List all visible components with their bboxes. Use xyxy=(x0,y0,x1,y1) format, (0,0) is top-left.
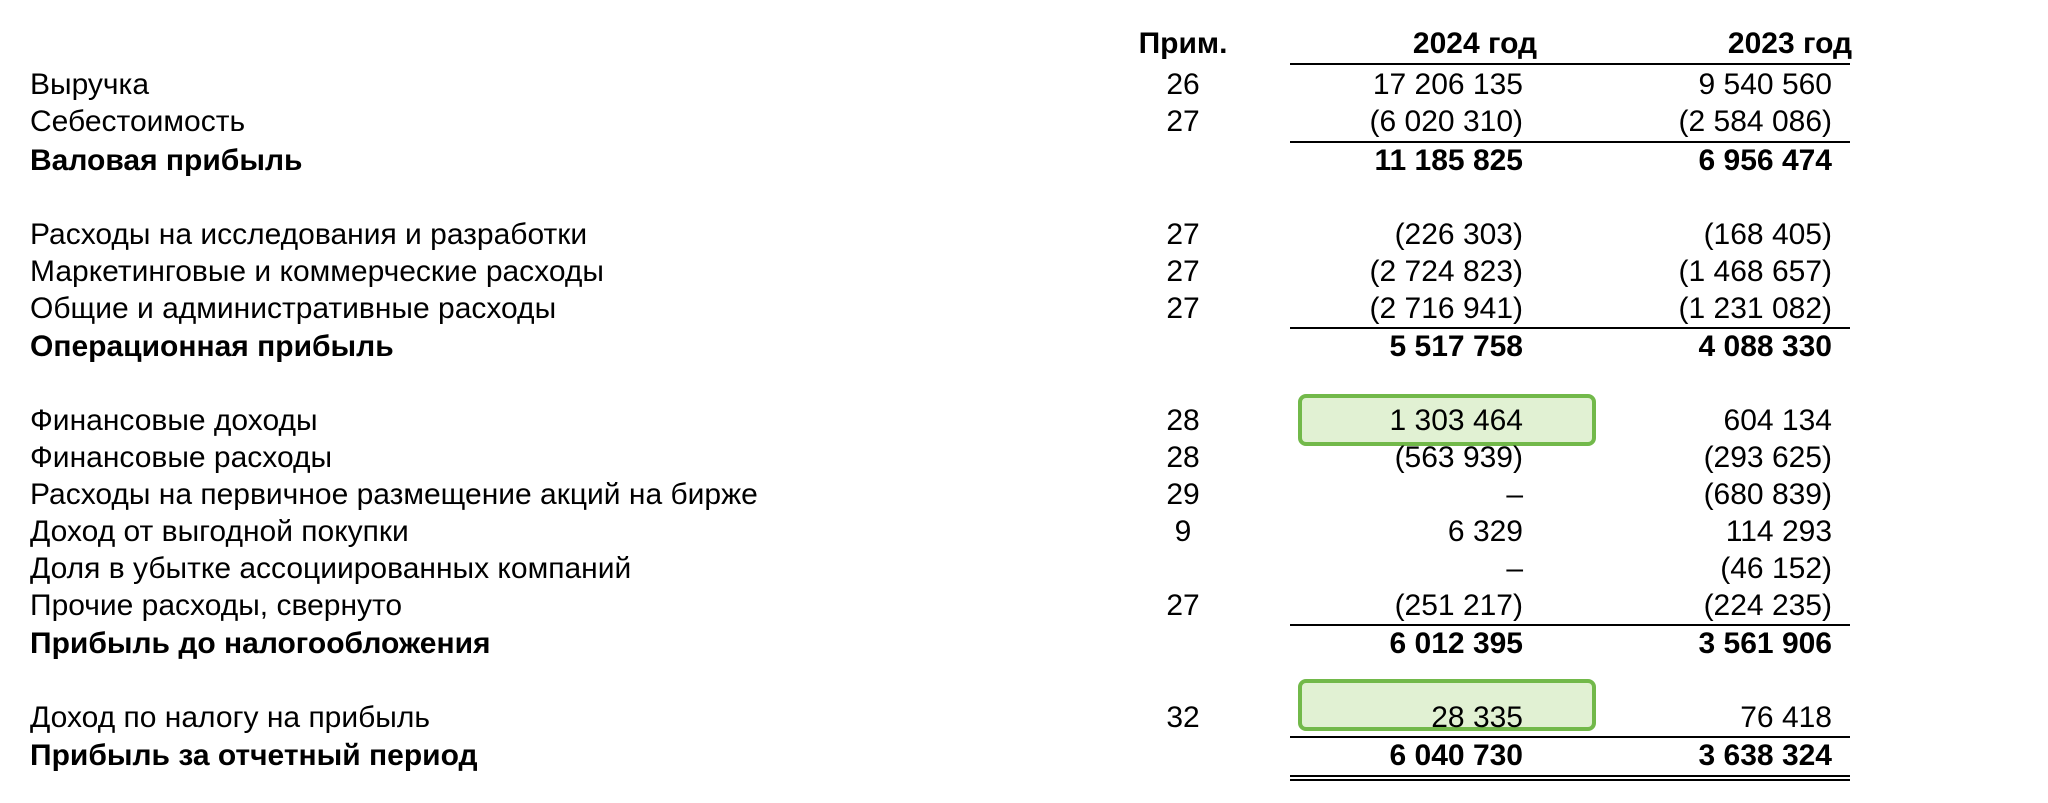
table-row xyxy=(0,291,2048,327)
row-value-2024: (563 939) xyxy=(1394,441,1523,474)
row-label: Доход по налогу на прибыль xyxy=(30,701,431,734)
row-value-2024: (251 217) xyxy=(1394,589,1523,622)
row-value-2024: 28 335 xyxy=(1431,701,1523,734)
row-note: 29 xyxy=(1166,478,1200,511)
row-label: Доля в убытке ассоциированных компаний xyxy=(30,552,632,585)
row-note: 27 xyxy=(1166,292,1200,325)
row-label: Выручка xyxy=(30,68,150,101)
row-label: Маркетинговые и коммерческие расходы xyxy=(30,255,604,288)
row-value-2023: (680 839) xyxy=(1703,478,1832,511)
row-label: Прибыль за отчетный период xyxy=(30,739,478,772)
row-value-2024: 5 517 758 xyxy=(1389,330,1523,363)
row-label: Прибыль до налогообложения xyxy=(30,627,491,660)
table-row xyxy=(0,514,2048,550)
table-row xyxy=(0,217,2048,253)
table-row-subtotal xyxy=(0,329,2048,365)
table-row-subtotal xyxy=(0,626,2048,662)
row-note: 32 xyxy=(1166,701,1200,734)
column-header-2023: 2023 год xyxy=(1727,27,1853,60)
column-header-2024: 2024 год xyxy=(1412,27,1538,60)
row-value-2024: (2 724 823) xyxy=(1369,255,1523,288)
row-value-2023: (1 468 657) xyxy=(1678,255,1832,288)
row-value-2023: 3 638 324 xyxy=(1698,739,1832,772)
row-value-2024: 17 206 135 xyxy=(1372,68,1523,101)
table-row xyxy=(0,104,2048,140)
row-value-2023: (46 152) xyxy=(1720,552,1832,585)
row-label: Валовая прибыль xyxy=(30,144,303,177)
row-note: 27 xyxy=(1166,218,1200,251)
header-underline xyxy=(1290,63,1850,65)
row-value-2024: 6 329 xyxy=(1447,515,1523,548)
row-value-2023: (224 235) xyxy=(1703,589,1832,622)
table-row xyxy=(0,403,2048,439)
table-row-subtotal xyxy=(0,143,2048,179)
row-note: 28 xyxy=(1166,441,1200,474)
row-label: Операционная прибыль xyxy=(30,330,394,363)
row-value-2024: – xyxy=(1506,478,1523,511)
total-double-rule-top xyxy=(1290,775,1850,777)
row-value-2024: 11 185 825 xyxy=(1374,144,1523,177)
row-value-2024: (226 303) xyxy=(1394,218,1523,251)
table-row xyxy=(0,551,2048,587)
row-note: 27 xyxy=(1166,589,1200,622)
table-row xyxy=(0,700,2048,736)
row-value-2024: – xyxy=(1506,552,1523,585)
table-row xyxy=(0,588,2048,624)
row-note: 28 xyxy=(1166,404,1200,437)
row-value-2023: 76 418 xyxy=(1740,701,1832,734)
row-label: Доход от выгодной покупки xyxy=(30,515,409,548)
row-label: Общие и административные расходы xyxy=(30,292,557,325)
total-double-rule-bottom xyxy=(1290,779,1850,781)
row-value-2024: 6 040 730 xyxy=(1389,739,1523,772)
row-value-2023: 604 134 xyxy=(1723,404,1832,437)
row-note: 9 xyxy=(1174,515,1192,548)
row-value-2024: (6 020 310) xyxy=(1369,105,1523,138)
row-value-2024: (2 716 941) xyxy=(1369,292,1523,325)
row-value-2023: 9 540 560 xyxy=(1698,68,1832,101)
column-header-note: Прим. xyxy=(1138,27,1228,60)
row-label: Расходы на исследования и разработки xyxy=(30,218,588,251)
table-row-total xyxy=(0,738,2048,774)
row-value-2023: 6 956 474 xyxy=(1698,144,1832,177)
row-value-2024: 1 303 464 xyxy=(1389,404,1523,437)
row-value-2023: (168 405) xyxy=(1703,218,1832,251)
row-value-2023: (293 625) xyxy=(1703,441,1832,474)
row-note: 26 xyxy=(1166,68,1200,101)
table-row xyxy=(0,440,2048,476)
row-label: Себестоимость xyxy=(30,105,246,138)
table-row xyxy=(0,67,2048,103)
row-value-2024: 6 012 395 xyxy=(1389,627,1523,660)
row-value-2023: 114 293 xyxy=(1725,515,1832,548)
row-label: Финансовые расходы xyxy=(30,441,333,474)
row-value-2023: (1 231 082) xyxy=(1678,292,1832,325)
table-row xyxy=(0,254,2048,290)
row-label: Прочие расходы, свернуто xyxy=(30,589,403,622)
row-label: Финансовые доходы xyxy=(30,404,318,437)
row-label: Расходы на первичное размещение акций на бирже xyxy=(30,478,758,511)
row-value-2023: 4 088 330 xyxy=(1698,330,1832,363)
row-value-2023: (2 584 086) xyxy=(1678,105,1832,138)
row-note: 27 xyxy=(1166,105,1200,138)
table-row xyxy=(0,477,2048,513)
row-note: 27 xyxy=(1166,255,1200,288)
row-value-2023: 3 561 906 xyxy=(1698,627,1832,660)
